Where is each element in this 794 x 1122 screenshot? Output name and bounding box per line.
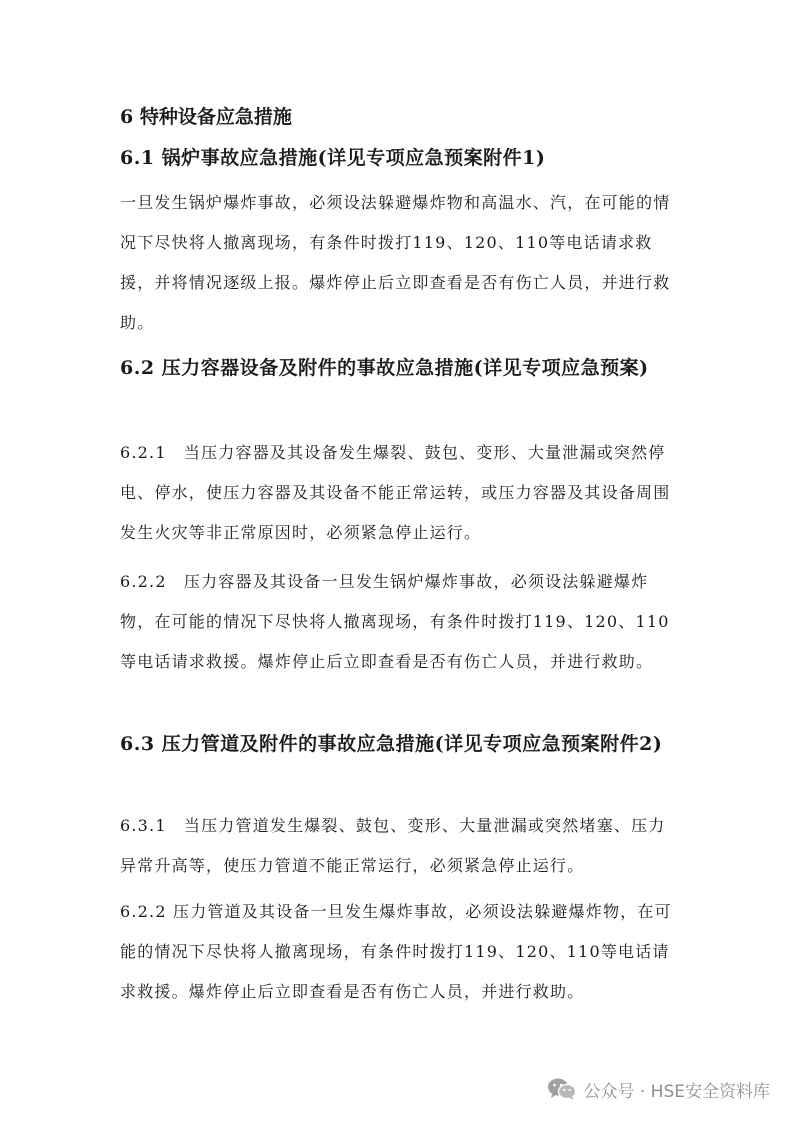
watermark-text: 公众号 · HSE安全资料库 (583, 1081, 770, 1102)
wechat-icon (547, 1077, 577, 1101)
paragraph-6-3-2: 6.2.2 压力管道及其设备一旦发生爆炸事故，必须设法躲避爆炸物，在可能的情况下尽快将人撤离现场，有条件时拨打119、120、110等电话请求救援。爆炸停止后立即查看是否有伤亡人员，并进行救助。 (120, 902, 672, 1001)
heading-6-1: 6.1 锅炉事故应急措施(详见专项应急预案附件1) (120, 147, 546, 169)
heading-6-2: 6.2 压力容器设备及附件的事故应急措施(详见专项应急预案) (120, 357, 649, 379)
paragraph-6-2-2: 6.2.2 压力容器及其设备一旦发生锅炉爆炸事故，必须设法躲避爆炸物，在可能的情况下尽快将人撤离现场，有条件时拨打119、120、110等电话请求救援。爆炸停止后立即查看是否有伤亡人员，并进行救助。 (120, 572, 670, 671)
paragraph-6-1: 一旦发生锅炉爆炸事故，必须设法躲避爆炸物和高温水、汽，在可能的情况下尽快将人撤离现场，有条件时拨打119、120、110等电话请求救援，并将情况逐级上报。爆炸停止后立即查看是否有伤亡人员，并进行救助。 (120, 193, 671, 332)
section-title: 6 特种设备应急措施 (120, 106, 292, 128)
heading-6-3: 6.3 压力管道及附件的事故应急措施(详见专项应急预案附件2) (120, 733, 663, 755)
paragraph-6-3-1: 6.3.1 当压力管道发生爆裂、鼓包、变形、大量泄漏或突然堵塞、压力异常升高等，使压力管道不能正常运行，必须紧急停止运行。 (120, 816, 666, 875)
paragraph-6-2-1: 6.2.1 当压力容器及其设备发生爆裂、鼓包、变形、大量泄漏或突然停电、停水，使压力容器及其设备不能正常运转，或压力容器及其设备周围发生火灾等非正常原因时，必须紧急停止运行。 (120, 443, 671, 542)
watermark (547, 1075, 770, 1103)
